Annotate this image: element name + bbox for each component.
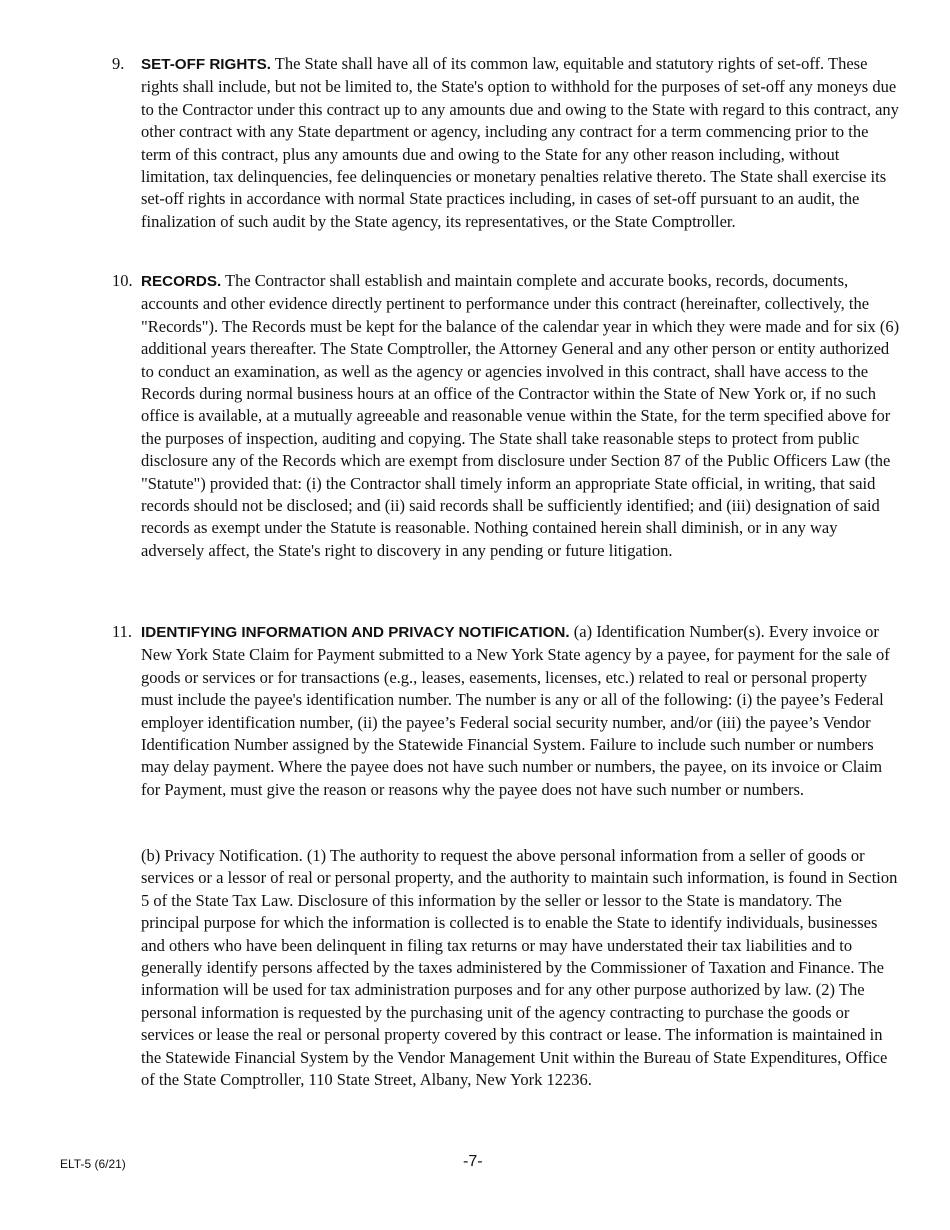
section-body: [141, 270, 901, 562]
section-heading: SET-OFF RIGHTS.: [141, 56, 271, 73]
section-number: 9.: [112, 54, 125, 73]
section-body: [141, 621, 901, 801]
section-text: The Contractor shall establish and maintain complete and accurate books, records, documents, accounts and other evidence directly pertinent to performance under this contract (hereinafter, collectively, the "Records"). The Records must be kept for the balance of the calendar year in which they were made and for six (6) additional years thereafter. The State Comptroller, the Attorney General and any other person or entity authorized to conduct an examination, as well as the agency or agencies involved in this contract, shall have access to the Records during normal business hours at an office of the Contractor within the State of New York or, if no such office is available, at a mutually agreeable and reasonable venue within the State, for the term specified above for the purposes of inspection, auditing and copying. The State shall take reasonable steps to protect from public disclosure any of the Records which are exempt from disclosure under Section 87 of the Public Officers Law (the "Statute") provided that: (i) the Contractor shall timely inform an appropriate State official, in writing, that said records should not be disclosed; and (ii) said records shall be sufficiently identified; and (iii) designation of said records as exempt under the Statute is reasonable. Nothing contained herein shall diminish, or in any way adversely affect, the State's right to discovery in any pending or future litigation.: [141, 271, 900, 560]
section-heading: IDENTIFYING INFORMATION AND PRIVACY NOTIFICATION.: [141, 624, 570, 641]
section-text: (a) Identification Number(s). Every invoice or New York State Claim for Payment submitted to a New York State agency by a payee, for payment for the sale of goods or services or for transactions (e.g., leases, easements, licenses, etc.) related to real or personal property must include the payee's identification number. The number is any or all of the following: (i) the payee’s Federal employer identification number, (ii) the payee’s Federal social security number, and/or (iii) the payee’s Vendor Identification Number assigned by the Statewide Financial System. Failure to include such number or numbers may delay payment. Where the payee does not have such number or numbers, the payee, on its invoice or Claim for Payment, must give the reason or reasons why the payee does not have such number or numbers.: [141, 622, 890, 799]
page-number: -7-: [463, 1153, 483, 1170]
form-code: ELT-5 (6/21): [60, 1157, 126, 1171]
section-text: The State shall have all of its common law, equitable and statutory rights of set-off. These rights shall include, but not be limited to, the State's option to withhold for the purposes of set-off any moneys due to the Contractor under this contract up to any amounts due and owing to the State with regard to this contract, any other contract with any State department or agency, including any contract for a term commencing prior to the term of this contract, plus any amounts due and owing to the State for any other reason including, without limitation, tax delinquencies, fee delinquencies or monetary penalties relative thereto. The State shall exercise its set-off rights in accordance with normal State practices including, in cases of set-off pursuant to an audit, the finalization of such audit by the State agency, its representatives, or the State Comptroller.: [141, 54, 899, 231]
privacy-notification-paragraph: (b) Privacy Notification. (1) The authority to request the above personal information from a seller of goods or services or a lessor of real or personal property, and the authority to maintain such information, is found in Section 5 of the State Tax Law. Disclosure of this information by the seller or lessor to the State is mandatory. The principal purpose for which the information is collected is to enable the State to identify individuals, businesses and others who have been delinquent in filing tax returns or may have understated their tax liabilities and to generally identify persons affected by the taxes administered by the Commissioner of Taxation and Finance. The information will be used for tax administration purposes and for any other purpose authorized by law. (2) The personal information is requested by the purchasing unit of the agency contracting to purchase the goods or services or lease the real or personal property covered by this contract or lease. The information is maintained in the Statewide Financial System by the Vendor Management Unit within the Bureau of State Expenditures, Office of the State Comptroller, 110 State Street, Albany, New York 12236.: [141, 846, 898, 1090]
section-body: [141, 53, 901, 233]
section-number: 10.: [112, 271, 133, 290]
section-heading: RECORDS.: [141, 273, 222, 290]
section-number: 11.: [112, 622, 133, 641]
